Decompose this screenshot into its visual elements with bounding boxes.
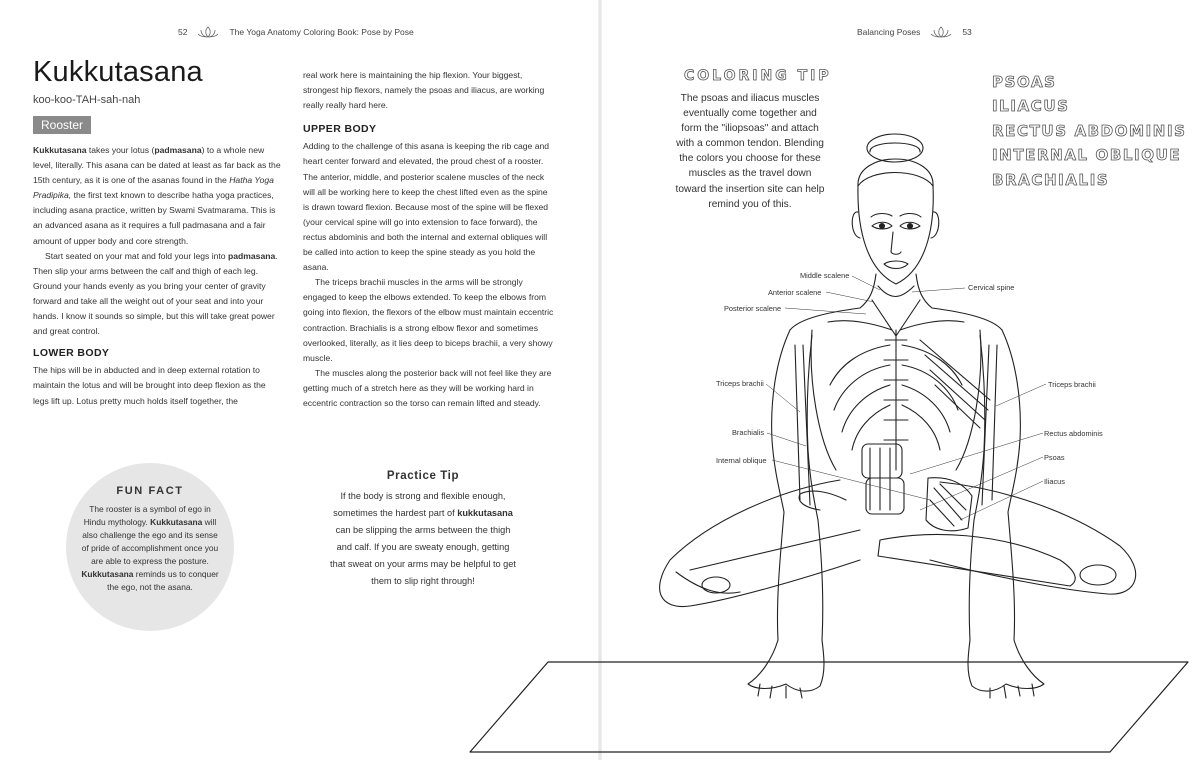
left-page-number: 52 bbox=[178, 27, 188, 37]
label-rectus-abdominis: Rectus abdominis bbox=[1044, 429, 1103, 438]
right-page-number: 53 bbox=[962, 27, 972, 37]
right-running-title: Balancing Poses bbox=[857, 27, 921, 37]
practice-tip-title: Practice Tip bbox=[386, 470, 460, 482]
color-item-iliacus: ILIACUS bbox=[992, 97, 1070, 116]
label-internal-oblique: Internal oblique bbox=[716, 456, 767, 465]
coloring-tip-title: COLORING TIP bbox=[684, 68, 832, 84]
label-triceps-brachii-right: Triceps brachii bbox=[1048, 380, 1096, 389]
left-running-title: The Yoga Anatomy Coloring Book: Pose by Pose bbox=[229, 27, 414, 37]
label-iliacus: Iliacus bbox=[1044, 477, 1065, 486]
fun-fact-title: FUN FACT bbox=[116, 485, 184, 497]
intro-paragraph-2: Start seated on your mat and fold your legs into padmasana. Then slip your arms between the calf and thigh of each leg. Ground your hands evenly as you bring your center of gravity forward and take all the weight out of your seat and into your hands. I know it sounds so simple, but this will take great power and great control. bbox=[33, 250, 278, 337]
lower-body-text: The hips will be in abducted and in deep external rotation to maintain the lotus and will be brought into deep flexion as the legs lift up. Lotus pretty much holds itself together, the bbox=[33, 365, 266, 406]
column-2-continuation: real work here is maintaining the hip flexion. Your biggest, strongest hip flexors, namely the psoas and iliacus, are working really really hard here. bbox=[303, 70, 545, 111]
color-item-psoas: PSOAS bbox=[992, 73, 1057, 91]
lower-body-heading: LOWER BODY bbox=[33, 347, 110, 360]
coloring-tip-body: The psoas and iliacus muscles eventually come together and form the "iliopsoas" and attach with a common tendon. Blending the colors you choose for these muscles as the travel down toward the insertion site can help remind you of this. bbox=[675, 93, 825, 210]
upper-body-heading: UPPER BODY bbox=[303, 123, 377, 136]
upper-body-text-3: The muscles along the posterior back will not feel like they are getting much of a stretch here as they will be working hard in eccentric contraction so the torso can remain lifted and steady. bbox=[303, 367, 552, 408]
label-middle-scalene: Middle scalene bbox=[800, 271, 850, 280]
pose-title: Kukkutasana bbox=[33, 56, 203, 88]
label-anterior-scalene: Anterior scalene bbox=[768, 288, 822, 297]
color-item-rectus-abdominis: RECTUS ABDOMINIS bbox=[992, 121, 1187, 140]
upper-body-text-2: The triceps brachii muscles in the arms will be strongly engaged to keep the elbows extended. To keep the elbows from going into flexion, the flexors of the elbow must maintain eccentric contraction. Brachialis is a strong elbow flexor and sometimes overlooked, literally, as it lies deep to biceps brachii, a very showy muscle. bbox=[303, 277, 554, 363]
label-triceps-brachii-left: Triceps brachii bbox=[716, 379, 764, 388]
color-item-brachialis: BRACHIALIS bbox=[992, 170, 1110, 189]
label-posterior-scalene: Posterior scalene bbox=[724, 304, 782, 313]
pronunciation: koo-koo-TAH-sah-nah bbox=[33, 94, 141, 106]
intro-paragraph: Kukkutasana takes your lotus (padmasana) to a whole new level, literally. This asana can be dated at least as far back as the 15th century, as it is one of the asanas found in the Hatha Yoga Pradipika, the first text known to describe hatha yoga practices, including asana practice, written by Swami Svatmarama. This is an advanced asana as it requires a full padmasana and a fair amount of upper body and core strength. bbox=[33, 145, 281, 246]
fun-fact-body: The rooster is a symbol of ego in Hindu mythology. Kukkutasana will also challenge the ego and its sense of pride of accomplishment once you are able to express the posture. Kukkutasana reminds us to conquer the ego, not the asana. bbox=[81, 504, 219, 592]
english-name-tag: Rooster bbox=[33, 116, 91, 134]
upper-body-text: Adding to the challenge of this asana is keeping the rib cage and heart center forward and elevated, the proud chest of a rooster. The anterior, middle, and posterior scalene muscles of the neck will all be working here to keep the chest lifted even as the spine is drawn toward flexion. Because most of the spine will be flexed (your cervical spine will go into extension to face forward), the rectus abdominis and both the internal and external obliques will be called into action to keep the spine steady as you hold the asana. bbox=[303, 141, 550, 273]
label-brachialis: Brachialis bbox=[732, 428, 765, 437]
label-cervical-spine: Cervical spine bbox=[968, 283, 1015, 292]
practice-tip-body: If the body is strong and flexible enough, sometimes the hardest part of kukkutasana can be slipping the arms between the thigh and calf. If you are sweaty enough, getting that sweat on your arms may be helpful to get them to slip right through! bbox=[330, 491, 516, 586]
color-item-internal-oblique: INTERNAL OBLIQUE bbox=[992, 146, 1182, 165]
label-psoas: Psoas bbox=[1044, 453, 1065, 462]
